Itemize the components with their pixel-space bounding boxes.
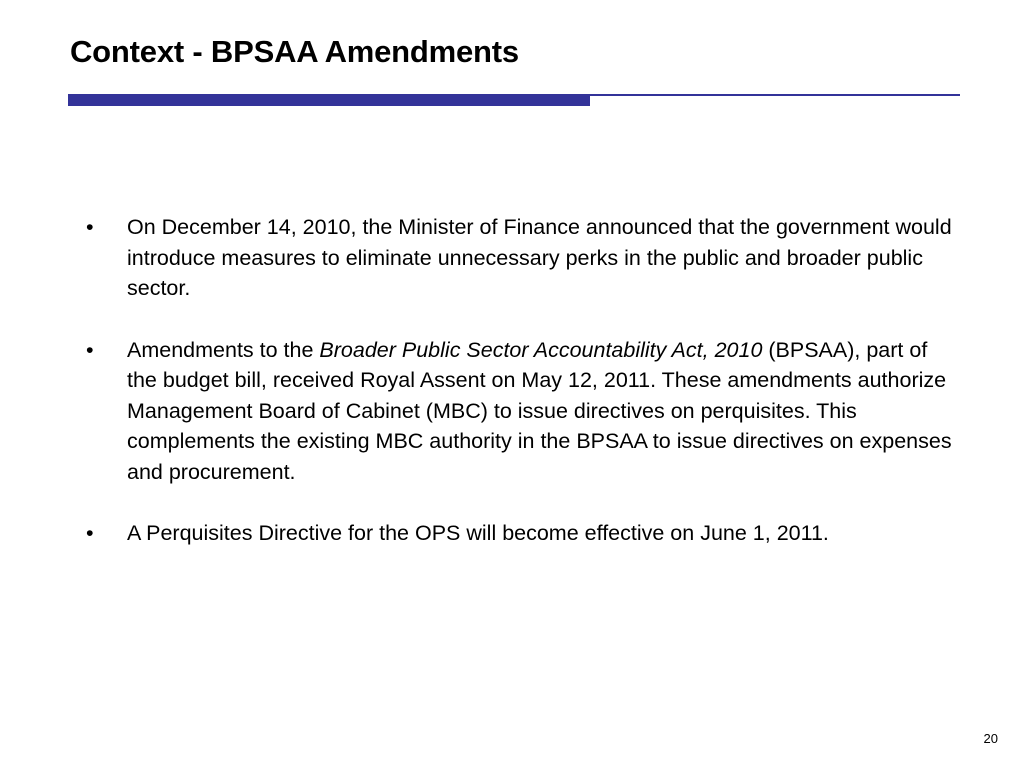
act-title: Broader Public Sector Accountability Act, 2010 xyxy=(319,337,763,362)
title-underline-thick xyxy=(68,94,590,106)
page-number: 20 xyxy=(983,731,998,746)
bullet-text-suffix: (BPSAA), part of the budget bill, received Royal Assent on May 12, 2011. These amendments authorize Management Board of Cabinet (MBC) to issue directives on perquisites. This complements the existing MBC authority in the BPSAA to issue directives on expenses and procurement. xyxy=(127,337,952,484)
bullet-text: A Perquisites Directive for the OPS will become effective on June 1, 2011. xyxy=(127,521,829,545)
bullet-list xyxy=(86,212,956,580)
bullet-item xyxy=(86,212,956,304)
title-underline-thin xyxy=(590,94,960,96)
slide-title: Context - BPSAA Amendments xyxy=(70,34,519,69)
bullet-icon: • xyxy=(86,337,94,362)
bullet-text-prefix: Amendments to the xyxy=(127,337,320,362)
bullet-icon: • xyxy=(86,215,94,239)
bullet-item xyxy=(86,518,956,549)
bullet-item xyxy=(86,335,956,488)
bullet-icon: • xyxy=(86,521,94,545)
bullet-text: On December 14, 2010, the Minister of Finance announced that the government would introduce measures to eliminate unnecessary perks in the public and broader public sector. xyxy=(127,215,952,300)
